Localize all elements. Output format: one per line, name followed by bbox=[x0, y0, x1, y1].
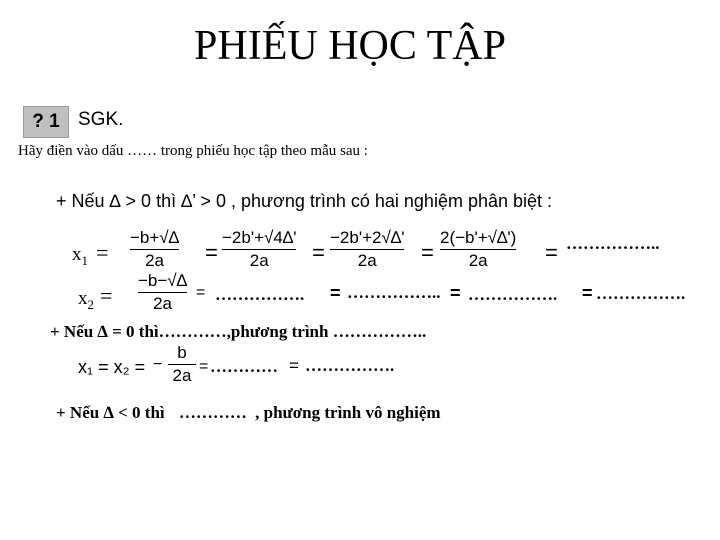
instruction-text: Hãy điền vào dấu …… trong phiếu học tập theo mẫu sau : bbox=[18, 143, 368, 159]
fraction-bar bbox=[330, 249, 404, 250]
numerator: −b−√∆ bbox=[138, 271, 188, 290]
fraction-x1-step2 bbox=[222, 228, 296, 271]
blank-x1: …………….. bbox=[566, 234, 660, 253]
fraction-x1-step3 bbox=[330, 228, 404, 271]
fraction-bar bbox=[168, 364, 196, 365]
case-negative-suffix: , phương trình vô nghiệm bbox=[255, 403, 441, 422]
equals-sign: = bbox=[545, 240, 558, 265]
denominator: 2a bbox=[249, 251, 269, 270]
denominator: 2a bbox=[172, 366, 192, 385]
equals-sign: = bbox=[330, 283, 341, 303]
denominator: 2a bbox=[145, 251, 164, 270]
blank-x2-4: ……………. bbox=[596, 284, 686, 303]
fraction-bar bbox=[130, 249, 179, 250]
fraction-bar bbox=[138, 292, 187, 293]
equals-sign: = bbox=[289, 356, 299, 375]
fraction-bar bbox=[440, 249, 516, 250]
case-positive-discriminant: + Nếu ∆ > 0 thì ∆’ > 0 , phương trình có hai nghiệm phân biệt : bbox=[56, 191, 553, 211]
case-negative-prefix: + Nếu ∆ < 0 thì bbox=[56, 403, 165, 422]
numerator: −2b'+√4∆' bbox=[222, 228, 297, 247]
equals-sign: = bbox=[196, 284, 206, 301]
case-zero-discriminant: + Nếu ∆ = 0 thì…………,phương trình …………….. bbox=[50, 322, 427, 341]
equals-sign: = bbox=[421, 240, 434, 265]
x2-label: $x_2$ bbox=[78, 288, 94, 312]
fraction-x1-step1 bbox=[130, 228, 179, 271]
equals-sign: = bbox=[312, 240, 325, 265]
numerator: 2(−b'+√∆') bbox=[440, 228, 517, 247]
x1-label: $x_1$ bbox=[72, 244, 88, 268]
blank-negative: ………… bbox=[178, 403, 247, 422]
equals-sign: = bbox=[450, 283, 461, 303]
case-negative-discriminant bbox=[56, 403, 441, 423]
question-badge: ? 1 bbox=[23, 106, 69, 138]
blank-double-root-2: ……………. bbox=[305, 356, 395, 375]
minus-sign: − bbox=[153, 356, 163, 373]
blank-x2-2: …………….. bbox=[347, 283, 441, 302]
equals-sign: = bbox=[205, 240, 218, 265]
equals-sign: = bbox=[199, 358, 209, 375]
equals-sign: = bbox=[100, 283, 113, 308]
denominator: 2a bbox=[153, 294, 172, 313]
numerator: b bbox=[177, 343, 187, 362]
fraction-x1-step4 bbox=[440, 228, 516, 271]
denominator: 2a bbox=[468, 251, 488, 270]
numerator: −2b'+2√∆' bbox=[330, 228, 405, 247]
equals-sign: = bbox=[582, 283, 593, 303]
denominator: 2a bbox=[357, 251, 377, 270]
fraction-double-root bbox=[168, 343, 196, 386]
sgk-reference: SGK. bbox=[78, 109, 124, 130]
numerator: −b+√∆ bbox=[130, 228, 180, 247]
double-root-lhs: x₁ = x₂ = bbox=[78, 357, 146, 377]
blank-x2-1: ……………. bbox=[215, 285, 305, 304]
page-title: PHIẾU HỌC TẬP bbox=[194, 23, 506, 69]
equals-sign: = bbox=[96, 240, 109, 265]
blank-double-root-1: ………… bbox=[210, 357, 278, 376]
fraction-bar bbox=[222, 249, 296, 250]
blank-x2-3: ……………. bbox=[468, 285, 558, 304]
fraction-x2-step1 bbox=[138, 271, 187, 314]
